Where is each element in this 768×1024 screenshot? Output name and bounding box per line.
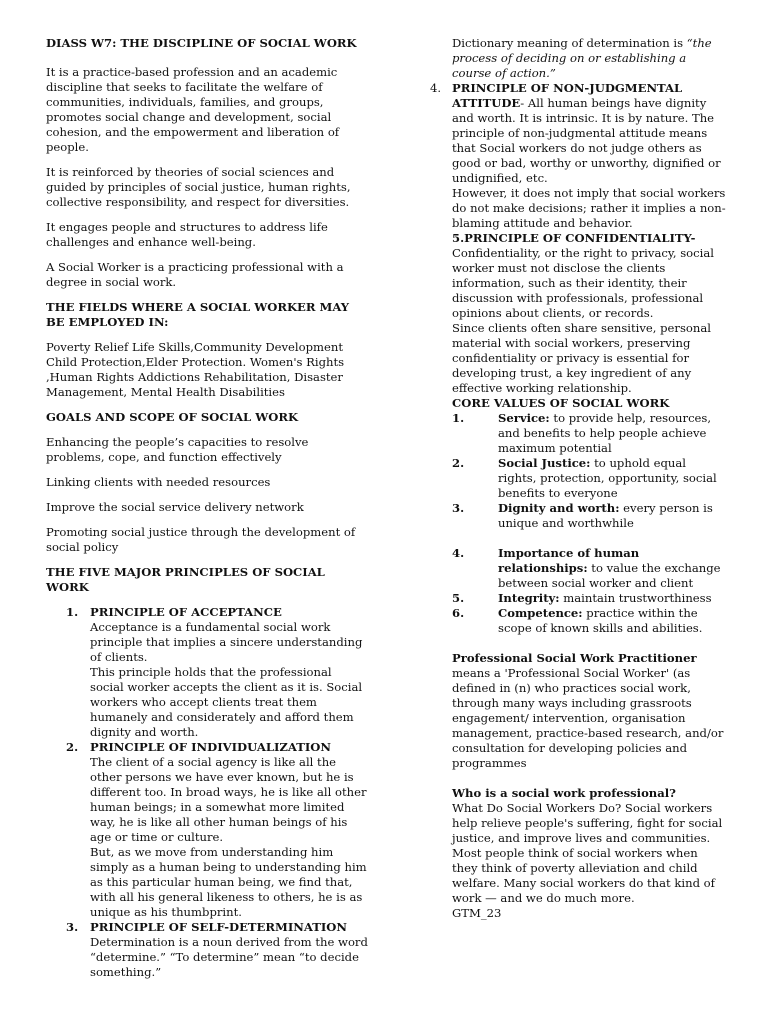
intro-paragraph-2: It is reinforced by theories of social sciences and guided by principles of social justice, human rights, collective responsibility, and respect for diversities. xyxy=(46,165,351,209)
principle-heading: PRINCIPLE OF ACCEPTANCE xyxy=(90,605,282,619)
principle-non-judgmental xyxy=(426,81,726,921)
principle-paragraph: However, it does not imply that social workers do not make decisions; rather it implies a non-blaming attitude and behavior. xyxy=(452,186,726,230)
principle-paragraph: This principle holds that the professional social worker accepts the client as it is. Social workers who accept clients treat them humanely and considerately and afford them dignity and worth. xyxy=(90,665,363,739)
principle-number: 3. xyxy=(66,920,79,934)
confidentiality-heading: 5.PRINCIPLE OF CONFIDENTIALITY- xyxy=(452,231,696,245)
principle-heading: PRINCIPLE OF SELF-DETERMINATION xyxy=(90,920,347,934)
principle-number: 2. xyxy=(66,740,79,754)
core-value-term: Dignity and worth: xyxy=(498,501,620,515)
core-value-desc: to provide help, resources, and benefits to help people achieve maximum potential xyxy=(498,411,712,455)
principle-acceptance xyxy=(46,605,368,740)
fields-heading: THE FIELDS WHERE A SOCIAL WORKER MAY BE EMPLOYED IN: xyxy=(46,300,350,329)
principle-paragraph: The client of a social agency is like all the other persons we have ever known, but he is different too. In broad ways, he is like all other human beings; in a somewhat more limited way, he is like all other human beings of his age or time or culture. xyxy=(90,755,367,844)
principle-heading: PRINCIPLE OF INDIVIDUALIZATION xyxy=(90,740,332,754)
goal-item-4: Promoting social justice through the development of social policy xyxy=(46,525,356,554)
core-values-list xyxy=(452,411,726,636)
intro-paragraph-1: It is a practice-based profession and an academic discipline that seeks to facilitate the welfare of communities, individuals, families, and groups, promotes social change and development, social cohesion, and the empowerment and liberation of people. xyxy=(46,65,340,154)
core-value-desc: practice within the scope of known skills and abilities. xyxy=(498,606,703,635)
principle-individualization xyxy=(46,740,368,920)
core-value-item xyxy=(452,606,726,636)
principle-heading: PRINCIPLE OF NON-JUDGMENTAL ATTITUDE xyxy=(452,81,683,110)
core-value-item xyxy=(452,591,726,606)
core-value-item xyxy=(452,546,726,591)
left-column xyxy=(46,36,368,980)
principle-self-determination xyxy=(46,920,368,980)
core-value-item xyxy=(452,411,726,456)
core-value-number: 5. xyxy=(452,591,465,605)
practitioner-paragraph: means a 'Professional Social Worker' (as defined in (n) who practices social work, through many ways including grassroots engagement/ intervention, organisation management, practice-based research, and/or consultation for developing policies and programmes xyxy=(452,666,724,770)
core-value-number: 2. xyxy=(452,456,465,470)
who-heading: Who is a social work professional? xyxy=(452,786,676,800)
principle-paragraph: - All human beings have dignity and worth. It is intrinsic. It is by nature. The principle of non-judgmental attitude means that Social workers do not judge others as good or bad, worthy or unworthy, dignified or undignified, etc. xyxy=(452,96,721,185)
principle-paragraph: But, as we move from understanding him simply as a human being to understanding him as this particular human being, we find that, with all his general likeness to others, he is as unique as his thumbprint. xyxy=(90,845,367,919)
goal-item-1: Enhancing the people’s capacities to resolve problems, cope, and function effectively xyxy=(46,435,309,464)
dictionary-prefix: Dictionary meaning of determination is xyxy=(452,36,687,50)
document-title: DIASS W7: THE DISCIPLINE OF SOCIAL WORK xyxy=(46,36,357,50)
core-value-desc: to value the exchange between social worker and client xyxy=(498,561,721,590)
core-value-desc: to uphold equal rights, protection, opportunity, social benefits to everyone xyxy=(498,456,717,500)
core-value-term: Integrity: xyxy=(498,591,560,605)
principles-heading: THE FIVE MAJOR PRINCIPLES OF SOCIAL WORK xyxy=(46,565,325,594)
principle-paragraph: Acceptance is a fundamental social work principle that implies a sincere understanding of clients. xyxy=(90,620,363,664)
spacer xyxy=(452,771,726,786)
confidentiality-paragraph: Confidentiality, or the right to privacy, social worker must not disclose the clients information, such as their identity, their discussion with professionals, professional opinions about clients, or records. xyxy=(452,246,714,320)
goals-heading: GOALS AND SCOPE OF SOCIAL WORK xyxy=(46,410,299,424)
core-value-desc: maintain trustworthiness xyxy=(559,591,712,605)
core-values-heading: CORE VALUES OF SOCIAL WORK xyxy=(452,396,670,410)
core-value-number: 4. xyxy=(452,546,465,560)
dictionary-meaning xyxy=(452,36,726,81)
dictionary-quote: “the process of deciding on or establishing a course of action.” xyxy=(452,36,712,80)
right-column xyxy=(426,36,726,921)
core-value-number: 1. xyxy=(452,411,465,425)
core-value-term: Social Justice: xyxy=(498,456,591,470)
core-value-term: Competence: xyxy=(498,606,583,620)
principle-paragraph: Determination is a noun derived from the word “determine.” “To determine” mean “to decide something.” xyxy=(90,935,368,979)
confidentiality-paragraph: Since clients often share sensitive, personal material with social workers, preserving confidentiality or privacy is essential for developing trust, a key ingredient of any effective working relationship. xyxy=(452,321,711,395)
core-value-number: 6. xyxy=(452,606,465,620)
core-value-desc: every person is unique and worthwhile xyxy=(498,501,713,530)
spacer xyxy=(452,636,726,651)
core-value-item xyxy=(452,456,726,501)
spacer xyxy=(452,531,726,546)
intro-paragraph-4: A Social Worker is a practicing professional with a degree in social work. xyxy=(46,260,344,289)
core-value-number: 3. xyxy=(452,501,465,515)
goal-item-2: Linking clients with needed resources xyxy=(46,475,271,489)
principle-number: 4. xyxy=(430,81,442,95)
fields-text: Poverty Relief Life Skills,Community Development Child Protection,Elder Protection. Women's Rights ,Human Rights Addictions Rehabilitation, Disaster Management, Mental Health Disabilities xyxy=(46,340,345,399)
practitioner-heading: Professional Social Work Practitioner xyxy=(452,651,697,665)
intro-paragraph-3: It engages people and structures to address life challenges and enhance well-being. xyxy=(46,220,328,249)
core-value-term: Importance of human relationships: xyxy=(498,546,640,575)
principle-number: 1. xyxy=(66,605,79,619)
who-paragraph: What Do Social Workers Do? Social workers help relieve people's suffering, fight for social justice, and improve lives and communities. Most people think of social workers when they think of poverty alleviation and child welfare. Many social workers do that kind of work — and we do much more. xyxy=(452,801,723,905)
footer-code: GTM_23 xyxy=(452,906,502,920)
core-value-term: Service: xyxy=(498,411,550,425)
goal-item-3: Improve the social service delivery network xyxy=(46,500,304,514)
core-value-item xyxy=(452,501,726,531)
